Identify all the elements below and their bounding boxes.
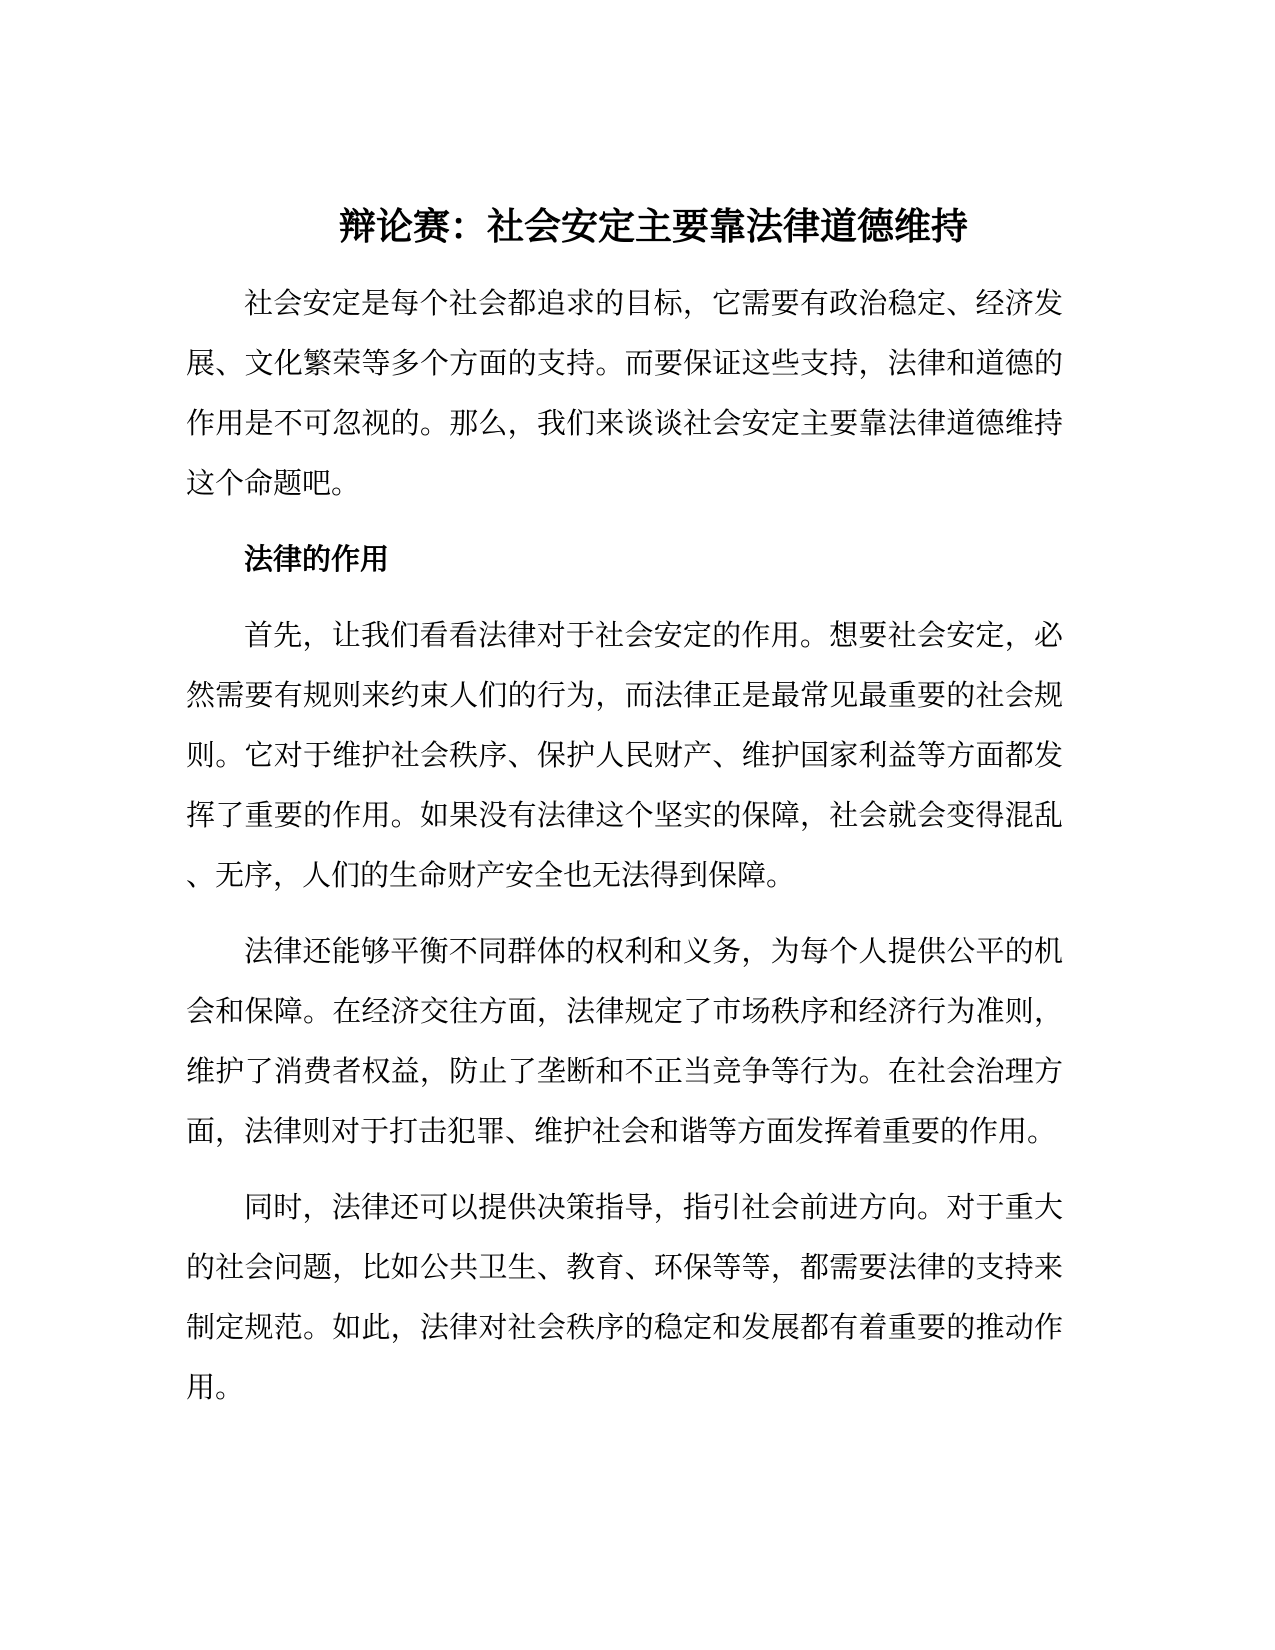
body-paragraph: 同时，法律还可以提供决策指导，指引社会前进方向。对于重大的社会问题，比如公共卫生、教育、环保等等，都需要法律的支持来制定规范。如此，法律对社会秩序的稳定和发展都有着重要的推动作用。: [186, 1190, 1063, 1404]
body-paragraph: 首先，让我们看看法律对于社会安定的作用。想要社会安定，必然需要有规则来约束人们的行为，而法律正是最常见最重要的社会规则。它对于维护社会秩序、保护人民财产、维护国家利益等方面都发挥了重要的作用。如果没有法律这个坚实的保障，社会就会变得混乱、无序，人们的生命财产安全也无法得到保障。: [186, 618, 1063, 892]
body-paragraph: 法律还能够平衡不同群体的权利和义务，为每个人提供公平的机会和保障。在经济交往方面，法律规定了市场秩序和经济行为准则，维护了消费者权益，防止了垄断和不正当竞争等行为。在社会治理方面，法律则对于打击犯罪、维护社会和谐等方面发挥着重要的作用。: [186, 934, 1063, 1148]
section-heading-law-role: 法律的作用: [244, 542, 390, 576]
document-content: [186, 197, 1063, 1433]
document-title: 辩论赛：社会安定主要靠法律道德维持: [339, 205, 968, 248]
intro-paragraph: 社会安定是每个社会都追求的目标，它需要有政治稳定、经济发展、文化繁荣等多个方面的支持。而要保证这些支持，法律和道德的作用是不可忽视的。那么，我们来谈谈社会安定主要靠法律道德维持这个命题吧。: [186, 286, 1063, 500]
